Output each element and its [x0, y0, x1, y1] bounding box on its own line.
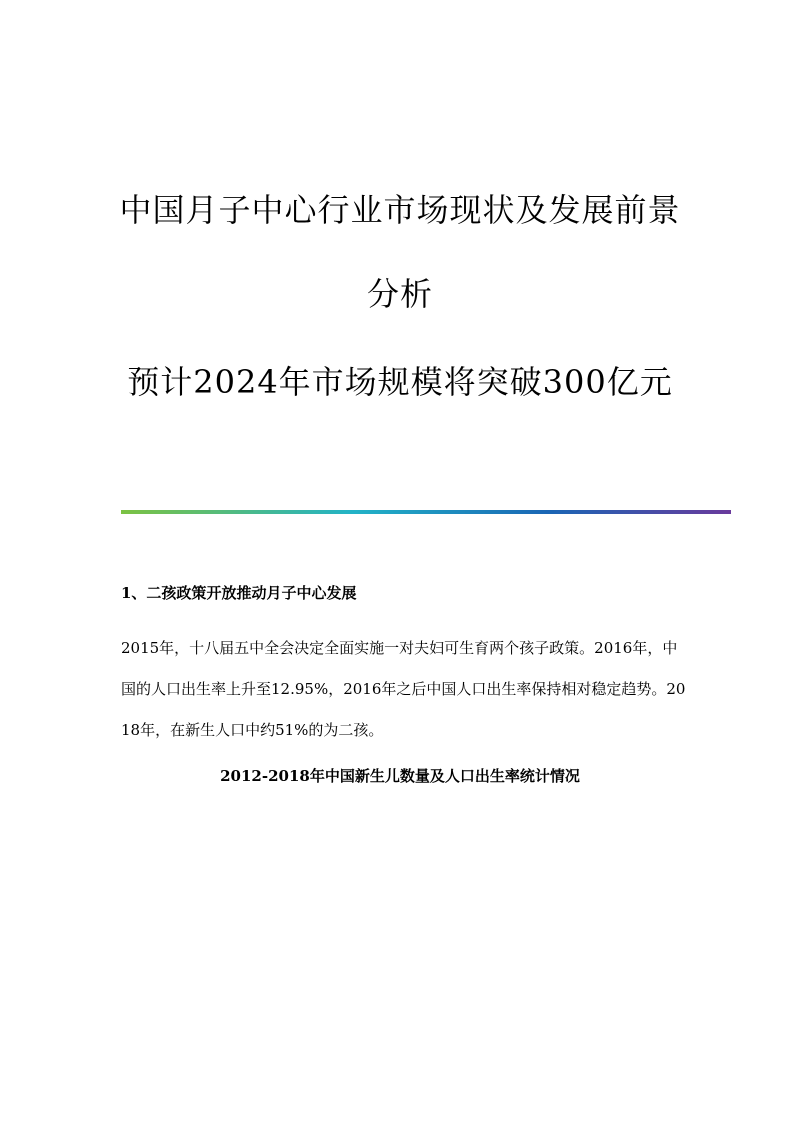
gradient-divider: [121, 510, 731, 514]
figure-caption: 2012-2018年中国新生儿数量及人口出生率统计情况: [220, 767, 580, 785]
body-paragraph: 2015年，十八届五中全会决定全面实施一对夫妇可生育两个孩子政策。2016年，中国的人口出生率上升至12.95%，2016年之后中国人口出生率保持相对稳定趋势。2018年，在新生人口中约51%的为二孩。: [121, 639, 686, 739]
section-heading: 1、二孩政策开放推动月子中心发展: [121, 584, 357, 602]
document-title-line-2: 分析: [366, 275, 433, 313]
document-subtitle: 预计2024年市场规模将突破300亿元: [127, 363, 673, 401]
document-title-line-1: 中国月子中心行业市场现状及发展前景: [119, 191, 681, 229]
